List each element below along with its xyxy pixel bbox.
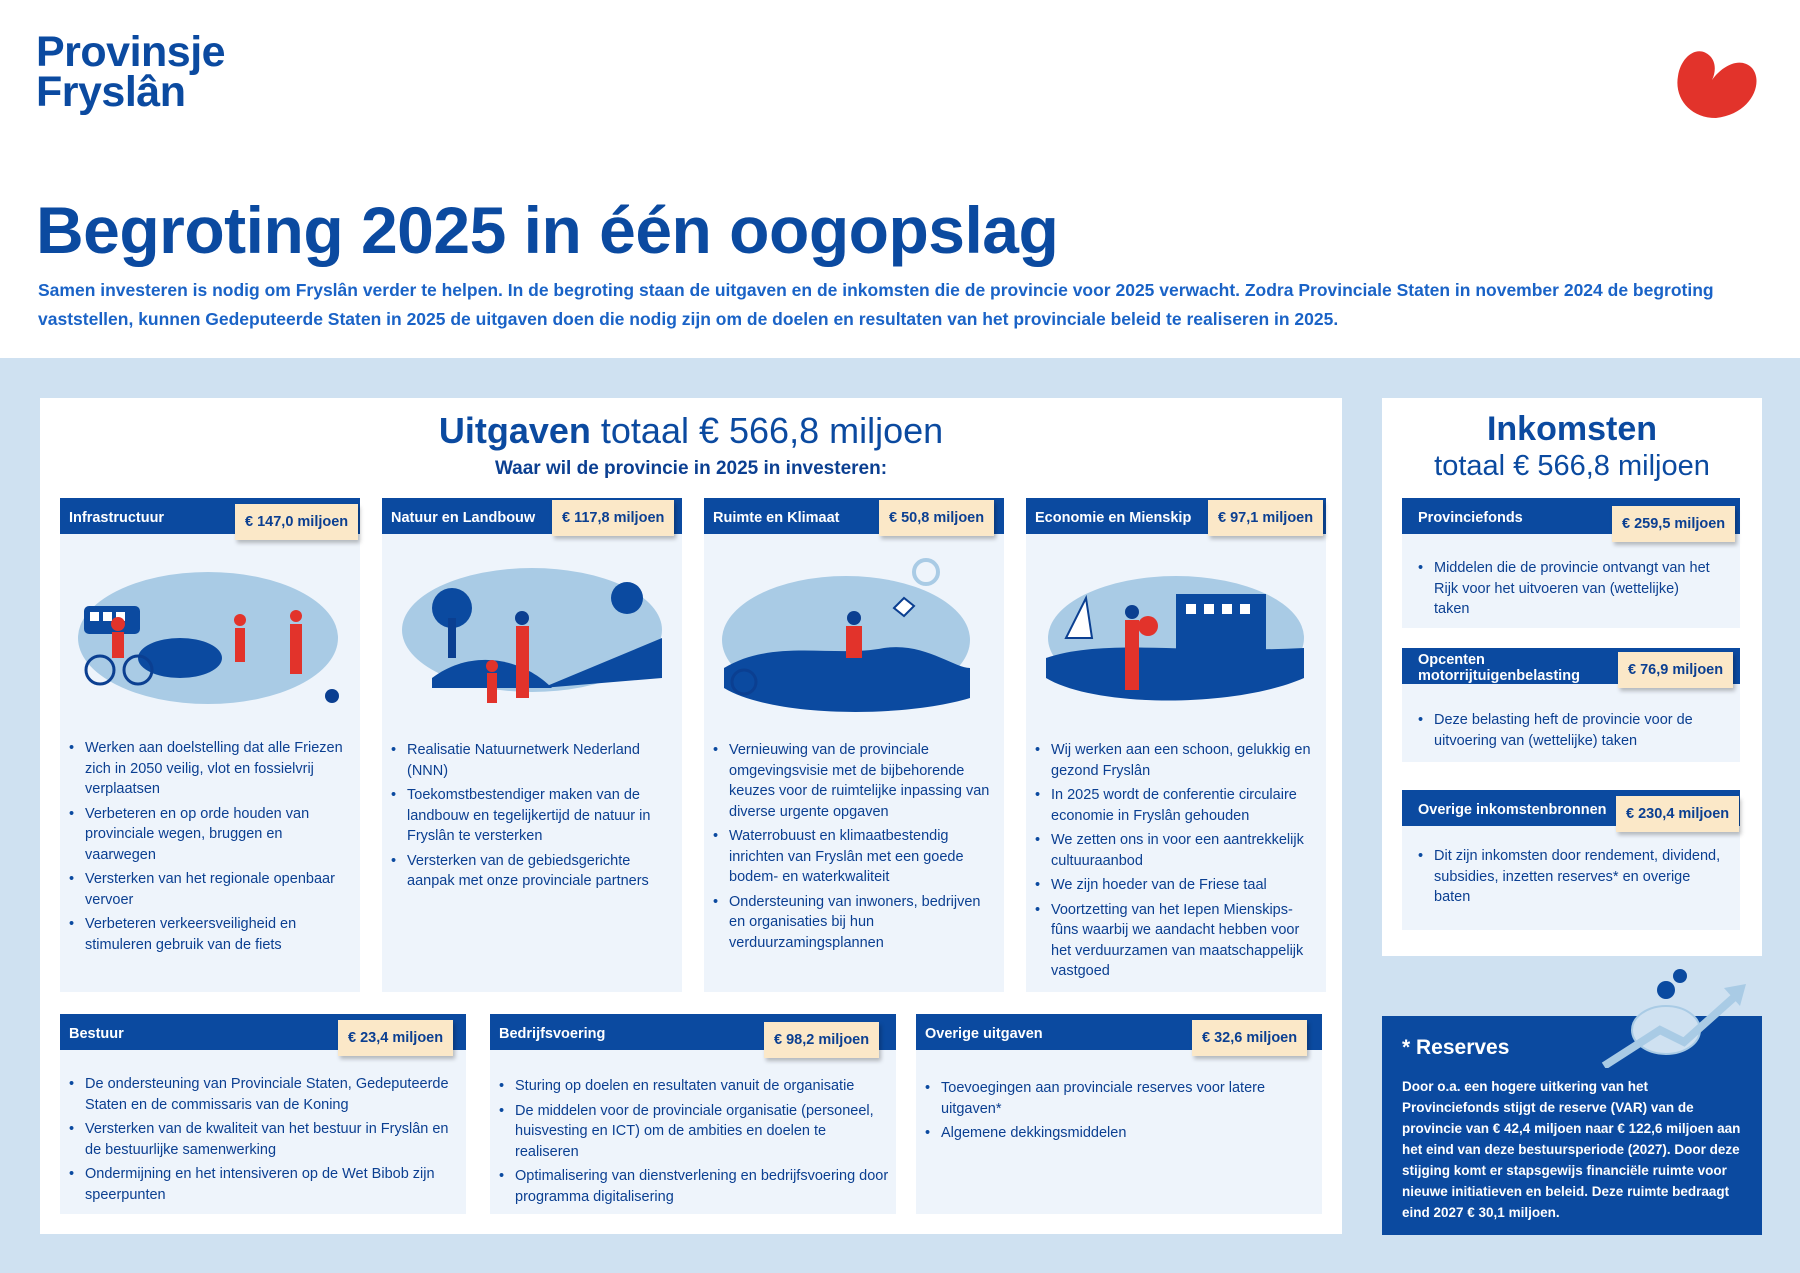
list-item: • Toevoegingen aan provinciale reserves voor latere uitgaven*	[925, 1078, 1315, 1119]
inkomsten-title: Inkomsten	[1486, 410, 1658, 448]
list-item: • Ondersteuning van inwoners, bedrijven en organisaties bij hun verduurzamingsplannen	[713, 892, 998, 954]
amount-badge: € 76,9 miljoen	[1618, 652, 1733, 688]
card-bedrijfsvoering	[490, 1014, 896, 1214]
card-title: Natuur en Landbouw	[391, 510, 536, 526]
card-title: Overige inkomstenbronnen	[1418, 802, 1607, 818]
card-infrastructuur	[60, 498, 360, 992]
card-title: Infrastructuur	[69, 510, 165, 526]
piggy-bank-icon	[1600, 968, 1750, 1068]
list-item: • Realisatie Natuurnetwerk Nederland (NNN)	[391, 740, 676, 781]
card-title: Bestuur	[69, 1026, 124, 1042]
list-item: • De middelen voor de provinciale organisatie (personeel, huisvesting en ICT) om de ambities en doelen te realiseren	[499, 1101, 889, 1163]
amount-badge: € 98,2 miljoen	[764, 1022, 879, 1058]
bullet-list	[1418, 558, 1718, 624]
card-overige-uitgaven	[916, 1014, 1322, 1214]
reserves-text: Door o.a. een hogere uitkering van het Provinciefonds stijgt de reserve (VAR) van de provincie van € 42,4 miljoen naar € 122,6 miljoen aan het eind van deze bestuursperiode (2027). Door deze stijging komt er stapsgewijs financiële ruimte voor nieuwe initiatieven en beleid. Deze ruimte bedraagt eind 2027 € 30,1 miljoen.	[1402, 1079, 1741, 1220]
bullet-list	[1418, 846, 1728, 912]
uitgaven-title-total: totaal € 566,8 miljoen	[590, 410, 944, 451]
uitgaven-title-bold: Uitgaven	[438, 410, 591, 451]
bullet-list	[1035, 740, 1320, 986]
card-natuur-en-landbouw	[382, 498, 682, 992]
amount-badge: € 50,8 miljoen	[879, 500, 994, 536]
provinsje-fryslan-logo	[36, 28, 226, 116]
list-item: • Wij werken aan een schoon, gelukkig en gezond Fryslân	[1035, 740, 1320, 781]
list-item: • Versterken van het regionale openbaar vervoer	[69, 869, 349, 910]
list-item: • Waterrobuust en klimaatbestendig inrichten van Fryslân met een goede bodem- en waterkwaliteit	[713, 826, 998, 888]
card-title: Ruimte en Klimaat	[713, 510, 840, 526]
logo-line-2: Fryslân	[36, 68, 186, 116]
card-ruimte-en-klimaat	[704, 498, 1004, 992]
list-item: • Ondermijning en het intensiveren op de Wet Bibob zijn speerpunten	[69, 1164, 459, 1205]
list-item: • Vernieuwing van de provinciale omgevingsvisie met de bijbehorende keuzes voor de ruimtelijke inpassing van diverse urgente opgaven	[713, 740, 998, 822]
list-item: • In 2025 wordt de conferentie circulaire economie in Fryslân gehouden	[1035, 785, 1320, 826]
card-opcenten	[1402, 648, 1740, 762]
list-item: • Verbeteren verkeersveiligheid en stimuleren gebruik van de fiets	[69, 914, 349, 955]
logo-line-1: Provinsje	[36, 28, 226, 76]
amount-badge: € 32,6 miljoen	[1192, 1020, 1307, 1056]
heart-logo-icon	[1670, 38, 1762, 122]
bullet-list	[1418, 710, 1728, 755]
list-item: • Dit zijn inkomsten door rendement, dividend, subsidies, inzetten reserves* en overige baten	[1418, 846, 1728, 908]
bullet-list	[391, 740, 676, 896]
amount-badge: € 117,8 miljoen	[552, 500, 674, 536]
list-item: • Versterken van de gebiedsgerichte aanpak met onze provinciale partners	[391, 851, 676, 892]
amount-badge: € 147,0 miljoen	[235, 504, 358, 540]
uitgaven-subtitle: Waar wil de provincie in 2025 in investeren:	[494, 458, 888, 479]
list-item: • Voortzetting van het Iepen Mienskips-fûns waarbij we aandacht hebben voor het verduurzamen van maatschappelijk vastgoed	[1035, 900, 1320, 982]
list-item: • Deze belasting heft de provincie voor de uitvoering van (wettelijke) taken	[1418, 710, 1728, 751]
list-item: • Toekomstbestendiger maken van de landbouw en tegelijkertijd de natuur in Fryslân te versterken	[391, 785, 676, 847]
card-economie-en-mienskip	[1026, 498, 1326, 992]
inkomsten-total: totaal € 566,8 miljoen	[1434, 450, 1710, 482]
card-title: Economie en Mienskip	[1035, 510, 1192, 526]
card-title: Provinciefonds	[1418, 510, 1523, 526]
uitgaven-title	[40, 410, 1342, 452]
bullet-list	[499, 1076, 889, 1211]
card-bestuur	[60, 1014, 466, 1214]
amount-badge: € 97,1 miljoen	[1208, 500, 1323, 536]
list-item: • We zetten ons in voor een aantrekkelijk cultuuraanbod	[1035, 830, 1320, 871]
list-item: • Middelen die de provincie ontvangt van het Rijk voor het uitvoeren van (wettelijke) taken	[1418, 558, 1718, 620]
amount-badge: € 259,5 miljoen	[1612, 506, 1735, 542]
card-provinciefonds	[1402, 498, 1740, 628]
card-title-line-1: Opcenten	[1418, 652, 1485, 668]
card-overige-inkomstenbronnen	[1402, 790, 1740, 930]
list-item: • De ondersteuning van Provinciale Staten, Gedeputeerde Staten en de commissaris van de Koning	[69, 1074, 459, 1115]
amount-badge: € 23,4 miljoen	[338, 1020, 453, 1056]
nature-illustration	[392, 558, 672, 728]
list-item: • Optimalisering van dienstverlening en bedrijfsvoering door programma digitalisering	[499, 1166, 889, 1207]
bullet-list	[713, 740, 998, 957]
list-item: • We zijn hoeder van de Friese taal	[1035, 875, 1320, 896]
page-title: Begroting 2025 in één oogopslag	[36, 193, 1059, 267]
intro-text: Samen investeren is nodig om Fryslân verder te helpen. In de begroting staan de uitgaven en de inkomsten die de provincie voor 2025 verwacht. Zodra Provinciale Staten in november 2024 de begroting vaststellen, kunnen Gedeputeerde Staten in 2025 de uitgaven doen die nodig zijn om de doelen en resultaten van het provinciale beleid te realiseren in 2025.	[38, 280, 1714, 329]
bullet-list	[925, 1078, 1315, 1148]
mobility-illustration	[70, 558, 350, 728]
list-item: • Algemene dekkingsmiddelen	[925, 1123, 1315, 1144]
list-item: • Versterken van de kwaliteit van het bestuur in Fryslân en de bestuurlijke samenwerking	[69, 1119, 459, 1160]
bullet-list	[69, 738, 349, 959]
list-item: • Werken aan doelstelling dat alle Friezen zich in 2050 veilig, vlot en fossielvrij verplaatsen	[69, 738, 349, 800]
climate-illustration	[714, 558, 994, 728]
card-title: Overige uitgaven	[925, 1026, 1043, 1042]
amount-badge: € 230,4 miljoen	[1616, 796, 1739, 832]
list-item: • Verbeteren en op orde houden van provinciale wegen, bruggen en vaarwegen	[69, 804, 349, 866]
reserves-title: * Reserves	[1402, 1036, 1510, 1059]
card-title	[1418, 652, 1580, 684]
bullet-list	[69, 1074, 459, 1209]
card-title: Bedrijfsvoering	[499, 1026, 606, 1042]
economy-illustration	[1036, 558, 1316, 728]
list-item: • Sturing op doelen en resultaten vanuit de organisatie	[499, 1076, 889, 1097]
card-title-line-2: motorrijtuigenbelasting	[1418, 668, 1580, 684]
